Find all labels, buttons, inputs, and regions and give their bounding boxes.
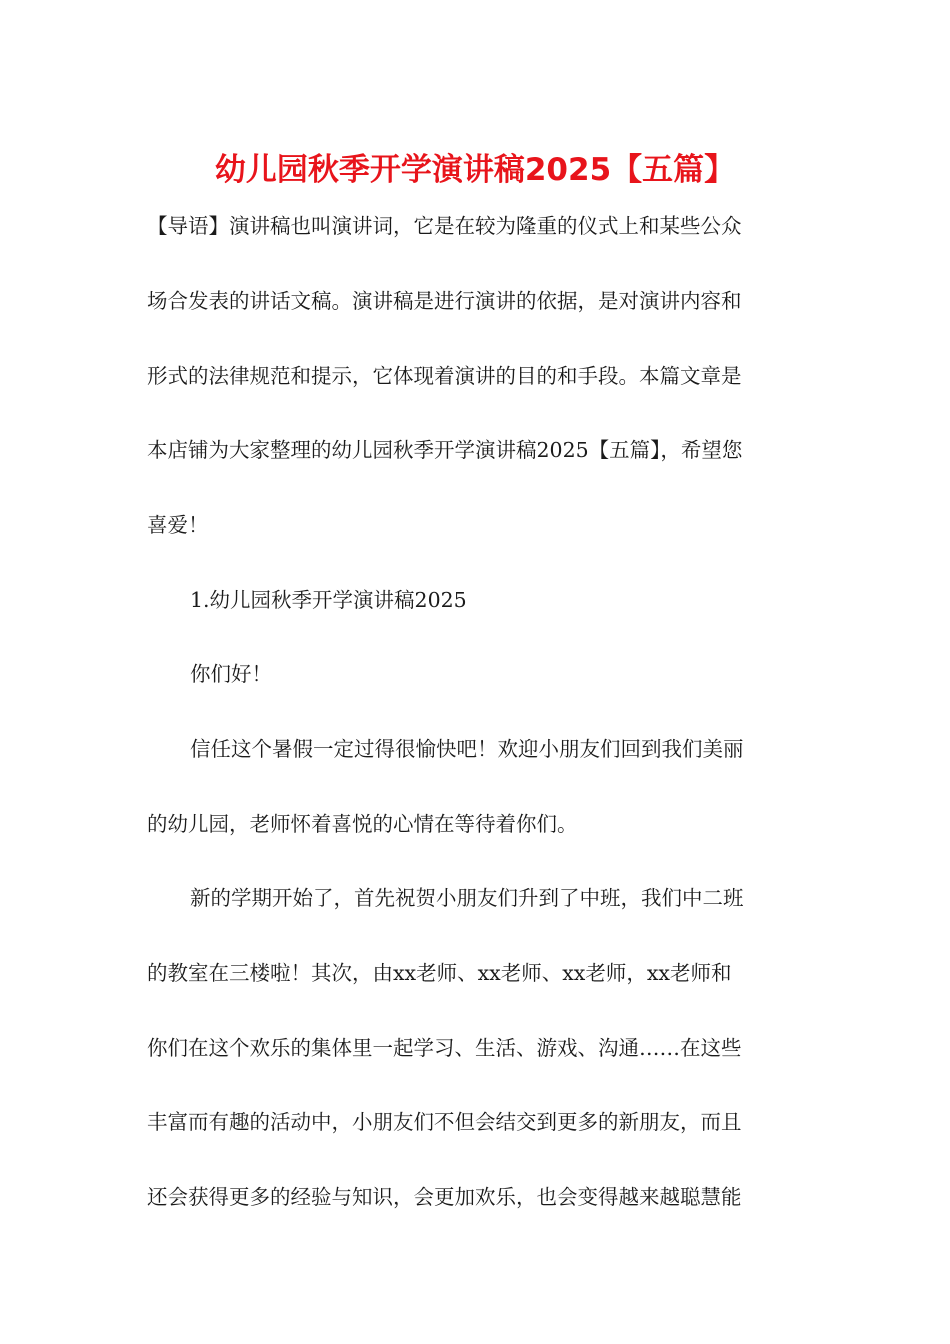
- section-heading: 1.幼儿园秋季开学演讲稿2025: [190, 588, 467, 612]
- intro-line: 本店铺为大家整理的幼儿园秋季开学演讲稿2025【五篇】，希望您: [147, 438, 743, 462]
- paragraph-line: 的幼儿园，老师怀着喜悦的心情在等待着你们。: [147, 812, 578, 836]
- paragraph-line: 丰富而有趣的活动中，小朋友们不但会结交到更多的新朋友，而且: [147, 1110, 742, 1134]
- intro-line: 【导语】演讲稿也叫演讲词，它是在较为隆重的仪式上和某些公众: [147, 214, 742, 238]
- paragraph-line: 你们在这个欢乐的集体里一起学习、生活、游戏、沟通……在这些: [147, 1036, 742, 1060]
- paragraph-line: 的教室在三楼啦！其次，由xx老师、xx老师、xx老师，xx老师和: [147, 961, 732, 985]
- document-title: 幼儿园秋季开学演讲稿2025【五篇】: [214, 152, 736, 188]
- paragraph-line: 还会获得更多的经验与知识，会更加欢乐，也会变得越来越聪慧能: [147, 1185, 742, 1209]
- paragraph-line: 新的学期开始了，首先祝贺小朋友们升到了中班，我们中二班: [190, 886, 744, 910]
- intro-line: 形式的法律规范和提示，它体现着演讲的目的和手段。本篇文章是: [147, 364, 742, 388]
- intro-line: 喜爱！: [147, 513, 209, 537]
- greeting: 你们好！: [190, 662, 272, 686]
- intro-line: 场合发表的讲话文稿。演讲稿是进行演讲的依据，是对演讲内容和: [147, 289, 742, 313]
- paragraph-line: 信任这个暑假一定过得很愉快吧！欢迎小朋友们回到我们美丽: [190, 737, 744, 761]
